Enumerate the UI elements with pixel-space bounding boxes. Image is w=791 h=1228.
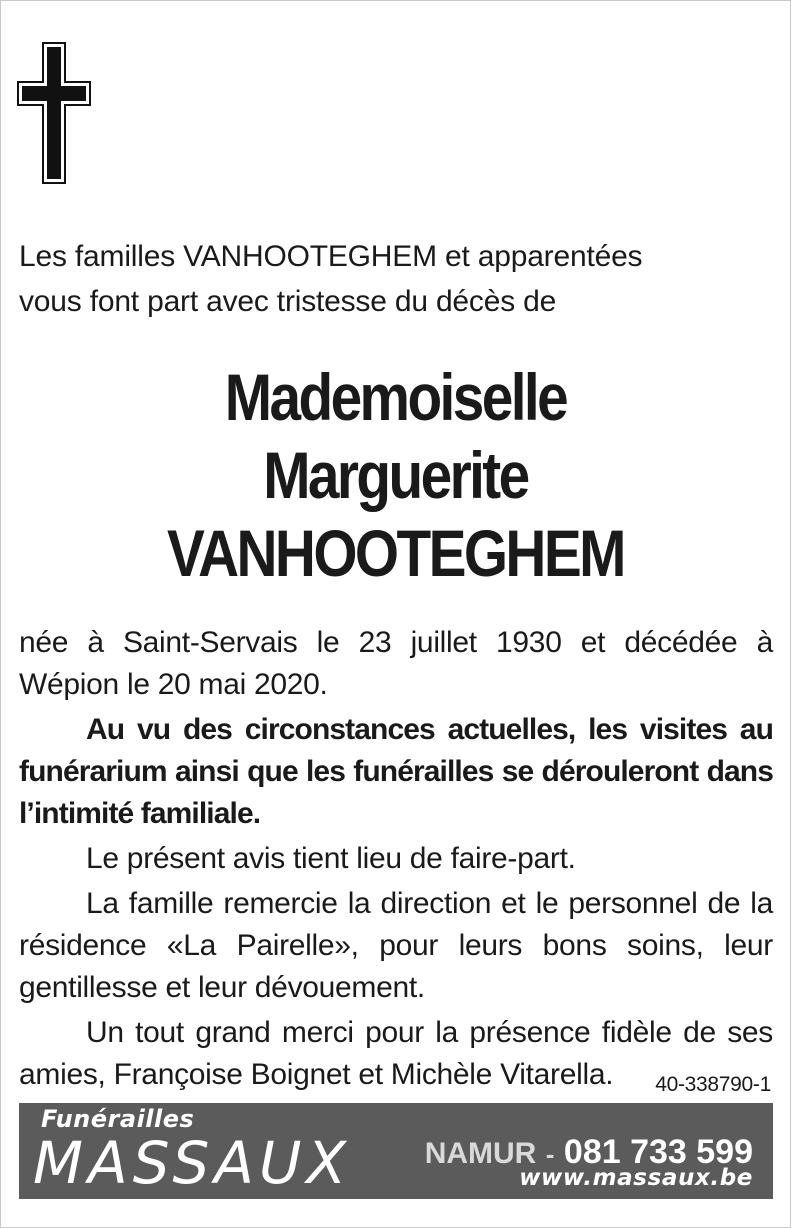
faire-part-paragraph: Le présent avis tient lieu de faire-part. — [86, 842, 576, 875]
funeral-home-banner — [19, 1103, 773, 1199]
intro-line: Les familles VANHOOTEGHEM et apparentées — [19, 240, 643, 273]
funeral-home-website: www.massaux.be — [519, 1165, 753, 1191]
birth-death-paragraph: née à Saint-Servais le 23 juillet 1930 et décédée à Wépion le 20 mai 2020. — [19, 626, 773, 701]
latin-cross-icon — [17, 42, 91, 184]
announcement-intro — [19, 234, 779, 324]
deceased-title: Mademoiselle — [224, 360, 567, 434]
notice-body — [19, 622, 773, 1096]
funeral-home-name: MASSAUX — [33, 1129, 352, 1197]
thanks-residence-paragraph: La famille remercie la direction et le personnel de la résidence «La Pairelle», pour leurs bons soins, leur gentillesse et leur dévouement. — [19, 887, 773, 1004]
deceased-first-name: Marguerite — [263, 438, 528, 512]
contact-separator: - — [545, 1139, 555, 1169]
funeral-home-phone: 081 733 599 — [563, 1133, 753, 1171]
funeral-home-city: NAMUR — [424, 1137, 537, 1170]
deceased-name — [55, 358, 735, 592]
intro-line: vous font part avec tristesse du décès de — [19, 285, 557, 318]
funeral-home-prefix: Funérailles — [41, 1105, 195, 1133]
covid-notice-paragraph: Au vu des circonstances actuelles, les visites au funérarium ainsi que les funérailles se dérouleront dans l’intimité familiale. — [19, 713, 773, 830]
reference-number: 40-338790-1 — [655, 1073, 771, 1096]
thanks-friends-paragraph: Un tout grand merci pour la présence fidèle de ses amies, Françoise Boignet et Michèle Vitarella. — [19, 1016, 773, 1091]
deceased-last-name: VANHOOTEGHEM — [167, 516, 624, 590]
